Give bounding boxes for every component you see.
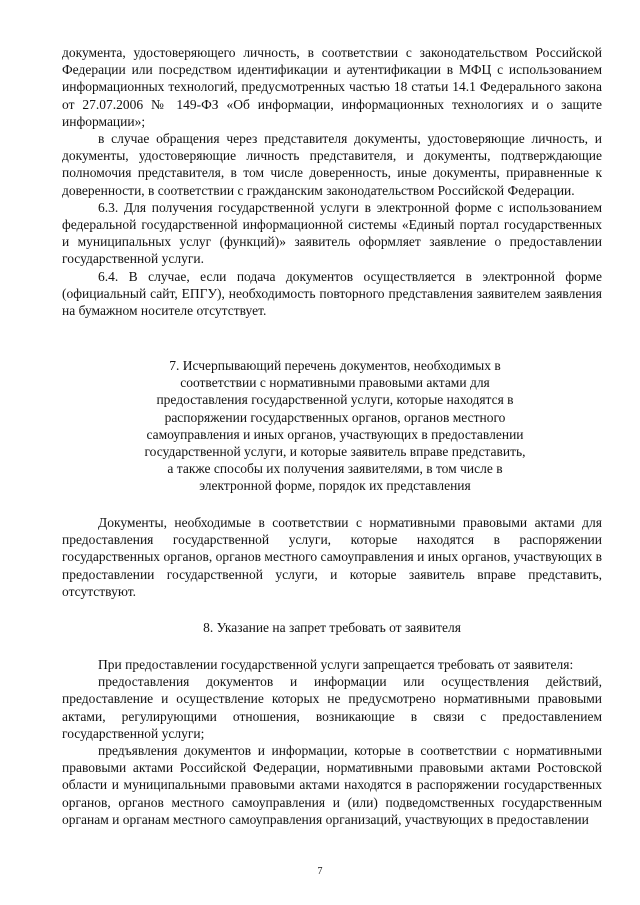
section-8-item-2: предъявления документов и информации, которые в соответствии с нормативными правовыми актами Российской Федерации, нормативными правовыми актами Ростовской области и муниципальными правовыми актами находятся в распоряжении государственных органов, органов местного самоуправления и (или) подведомственных государственным органам и органам местного самоуправления организаций, участвующих в предоставлении: [62, 743, 602, 827]
section-7-heading: 7. Исчерпывающий перечень документов, необходимых в соответствии с нормативными правовыми актами для предоставления государственной услуги, которые находятся в распоряжении государственных органов, органов местного самоуправления и иных органов, участвующих в предоставлении государственной услуги, и которые заявитель вправе представить, а также способы их получения заявителями, в том числе в электронной форме, порядок их представления: [144, 358, 526, 494]
paragraph-continuation: документа, удостоверяющего личность, в соответствии с законодательством Российской Федерации или посредством идентификации и аутентификации в МФЦ с использованием информационных технологий, предусмотренных частью 18 статьи 14.1 Федерального закона от 27.07.2006 № 149-ФЗ «Об информации, информационных технологиях и о защите информации»;: [62, 45, 602, 129]
paragraph-6-4: 6.4. В случае, если подача документов осуществляется в электронной форме (официальный сайт, ЕПГУ), необходимость повторного представления заявителем заявления на бумажном носителе отсутствует.: [62, 268, 602, 319]
top-text-block: [62, 44, 602, 319]
section-8-intro: При предоставлении государственной услуги запрещается требовать от заявителя:: [98, 657, 574, 672]
section-8-body: [62, 656, 602, 828]
paragraph-6-3: 6.3. Для получения государственной услуги в электронной форме с использованием федеральной государственной информационной системы «Единый портал государственных и муниципальных услуг (функций)» заявитель оформляет заявление о предоставлении государственной услуги.: [62, 199, 602, 267]
section-8-heading: 8. Указание на запрет требовать от заявителя: [203, 620, 461, 635]
page-number: 7: [317, 866, 323, 877]
section-8-item-1: предоставления документов и информации или осуществления действий, предоставление и осуществление которых не предусмотрено нормативными правовыми актами, регулирующими отношения, возникающие в связи с предоставлением государственной услуги;: [62, 674, 602, 741]
section-7-body: [62, 514, 602, 600]
section-7-paragraph: Документы, необходимые в соответствии с нормативными правовыми актами для предоставления государственной услуги, которые находятся в распоряжении государственных органов, органов местного самоуправления и иных органов, участвующих в предоставлении государственной услуги, и которые заявитель вправе представить, отсутствуют.: [62, 515, 602, 599]
paragraph-representative: в случае обращения через представителя документы, удостоверяющие личность, и документы, удостоверяющие личность представителя, и документы, подтверждающие полномочия представителя, в том числе доверенность, иные документы, приравненные к доверенности, в соответствии с гражданским законодательством Российской Федерации.: [62, 131, 602, 198]
